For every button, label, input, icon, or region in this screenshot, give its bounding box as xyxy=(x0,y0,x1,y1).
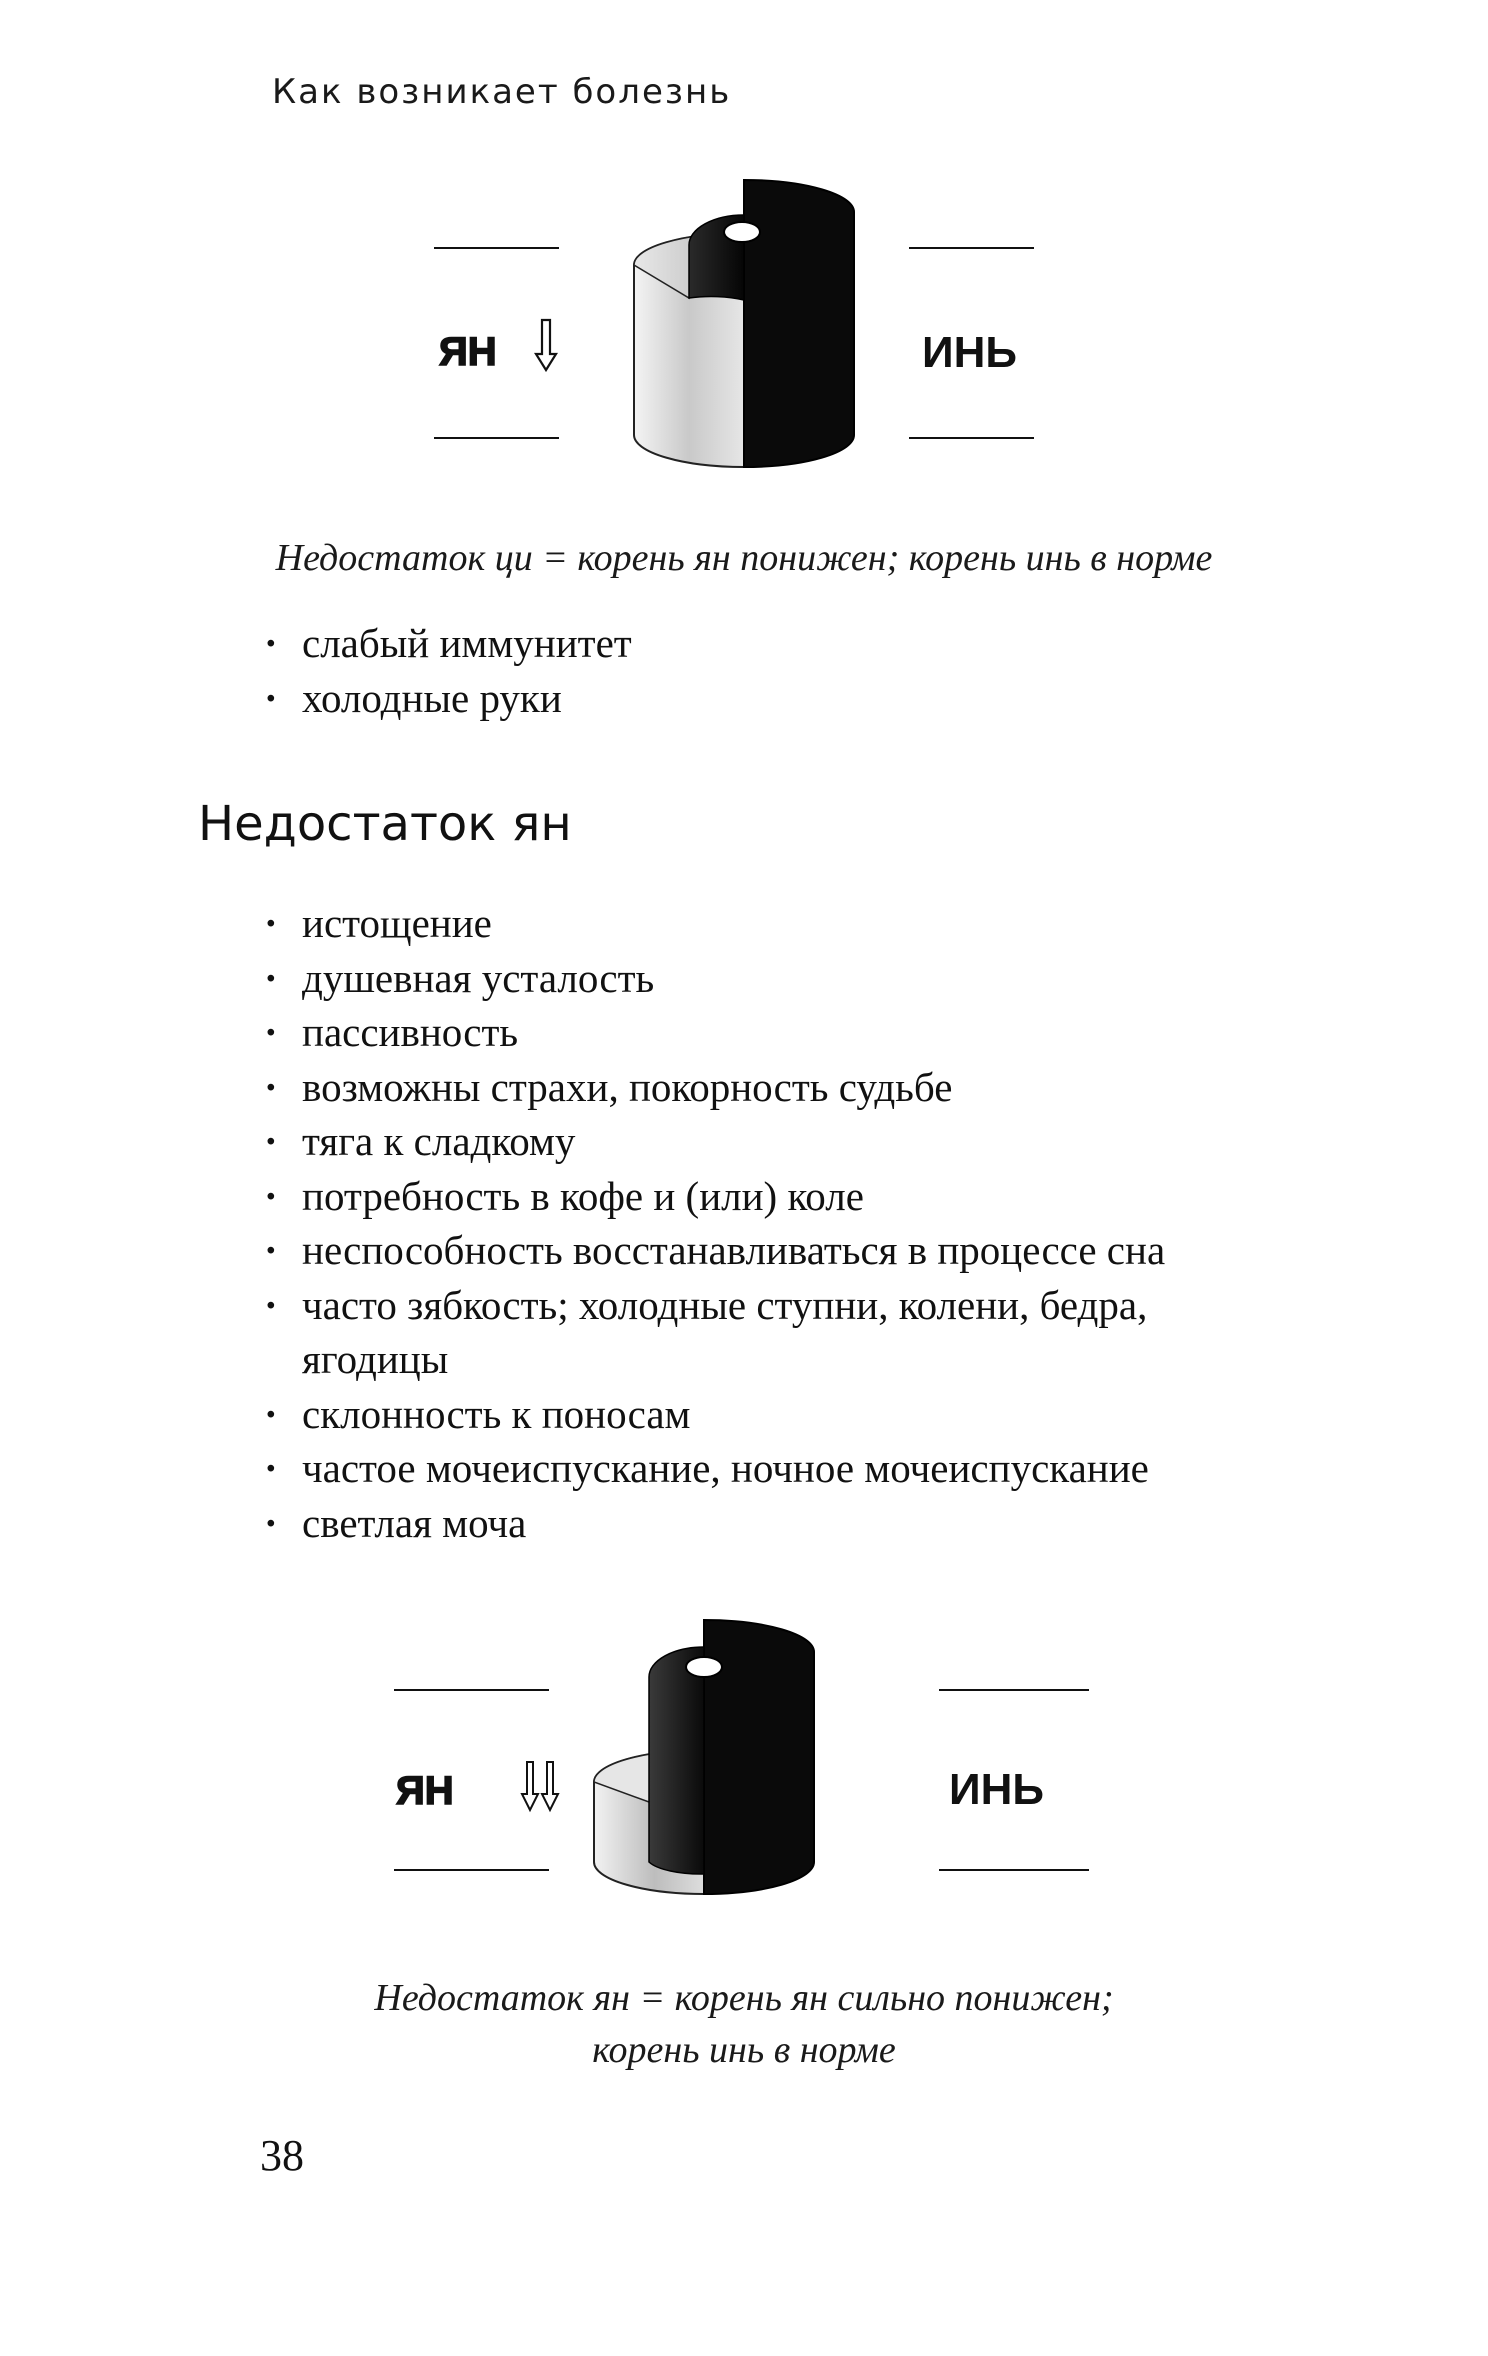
yang-label: ЯН xyxy=(396,1769,454,1813)
list-item: · возможны страхи, покорность судьбе xyxy=(262,1060,1342,1115)
list-item: · склонность к поносам xyxy=(262,1387,1342,1442)
list-item: · потребность в кофе и (или) коле xyxy=(262,1169,1342,1224)
list-item: · тяга к сладкому xyxy=(262,1114,1342,1169)
yin-label: ИНЬ xyxy=(949,1765,1045,1814)
symptom-list-qi xyxy=(262,616,1342,725)
figure1-caption-text: Недостаток ци = корень ян понижен; корень инь в норме xyxy=(275,537,1213,579)
down-arrow-single-icon xyxy=(536,320,556,370)
yin-eye-dot xyxy=(686,1657,722,1677)
figure2-caption-line1: Недостаток ян = корень ян сильно понижен; xyxy=(374,1977,1114,2019)
list-item: · душевная усталость xyxy=(262,951,1342,1006)
list-item: · светлая моча xyxy=(262,1496,1342,1551)
yin-eye-dot xyxy=(724,222,760,242)
section-heading: Недостаток ян xyxy=(198,796,572,852)
figure-yang-deficiency xyxy=(0,1612,1488,1932)
list-item: · частое мочеиспускание, ночное мочеиспускание xyxy=(262,1441,1342,1496)
list-item: · неспособность восстанавливаться в процессе сна xyxy=(262,1223,1342,1278)
figure1-caption xyxy=(0,532,1488,584)
running-head: Как возникает болезнь xyxy=(272,72,732,112)
yin-yang-cylinder-diagram xyxy=(344,1612,1144,1932)
yin-label: ИНЬ xyxy=(922,328,1018,377)
yin-yang-cylinder-diagram xyxy=(344,170,1144,490)
down-arrow-double-icon xyxy=(522,1762,558,1810)
list-item: · пассивность xyxy=(262,1005,1342,1060)
figure2-caption-line2: корень инь в норме xyxy=(592,2029,896,2071)
list-item: · истощение xyxy=(262,896,1342,951)
symptom-list-yang xyxy=(262,896,1342,1550)
list-item: · часто зябкость; холодные ступни, колени, бедра, ягодицы xyxy=(262,1278,1302,1387)
figure2-caption xyxy=(0,1972,1488,2076)
yang-label: ЯН xyxy=(439,330,497,374)
list-item: · холодные руки xyxy=(262,671,1342,726)
page-number: 38 xyxy=(260,2131,304,2180)
list-item: · слабый иммунитет xyxy=(262,616,1342,671)
figure-qi-deficiency xyxy=(0,170,1488,490)
yin-half-cylinder xyxy=(649,1620,814,1894)
